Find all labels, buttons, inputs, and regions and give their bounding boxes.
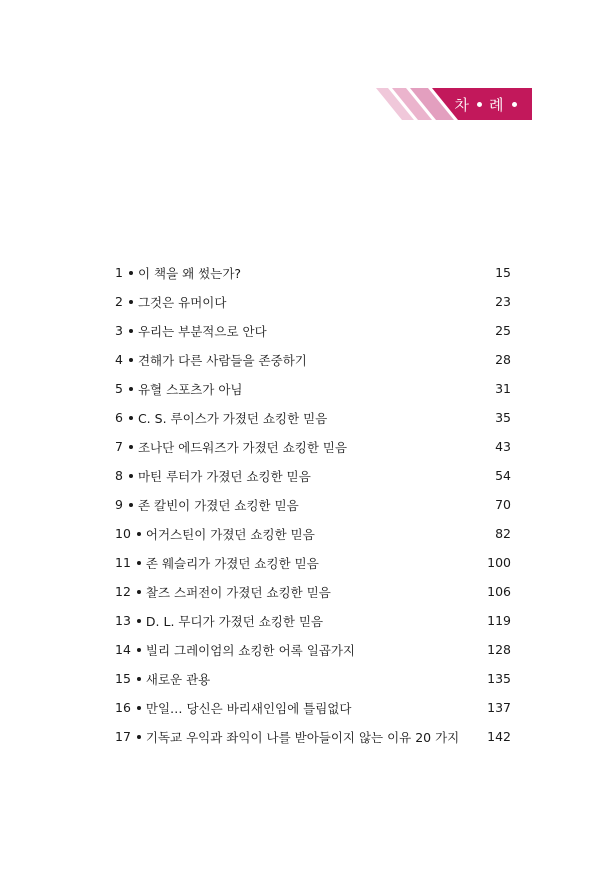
chapter-number: 15 (115, 671, 131, 686)
bullet-separator (129, 416, 133, 420)
bullet-separator (129, 387, 133, 391)
toc-entry-label (115, 554, 319, 572)
toc-entry-label (115, 699, 351, 717)
toc-entry[interactable] (115, 316, 511, 345)
toc-entry[interactable] (115, 258, 511, 287)
bullet-separator (137, 706, 141, 710)
page-number: 119 (487, 613, 511, 628)
toc-entry[interactable] (115, 693, 511, 722)
toc-entry-label (115, 438, 347, 456)
toc-entry[interactable] (115, 606, 511, 635)
chapter-number: 14 (115, 642, 131, 657)
bullet-separator (137, 532, 141, 536)
toc-entry-label (115, 525, 315, 543)
bullet-separator (129, 329, 133, 333)
bullet-separator (129, 474, 133, 478)
toc-entry[interactable] (115, 635, 511, 664)
toc-entry-label (115, 641, 355, 659)
bullet-separator (129, 503, 133, 507)
toc-entry[interactable] (115, 490, 511, 519)
toc-entry[interactable] (115, 577, 511, 606)
toc-entry[interactable] (115, 461, 511, 490)
chapter-title: 이 책을 왜 썼는가? (137, 265, 242, 281)
chapter-number: 10 (115, 526, 131, 541)
chapter-title: 어거스틴이 가졌던 쇼킹한 믿음 (145, 526, 315, 542)
toc-entry[interactable] (115, 403, 511, 432)
toc-entry[interactable] (115, 548, 511, 577)
toc-entry-label (115, 467, 311, 485)
page-number: 31 (495, 381, 511, 396)
toc-entry-label (115, 351, 307, 369)
contents-title (446, 88, 532, 120)
chapter-title: 유혈 스포츠가 아님 (137, 381, 243, 397)
chapter-number: 1 (115, 265, 123, 280)
chapter-number: 12 (115, 584, 131, 599)
toc-entry-label (115, 293, 226, 311)
chapter-title: 존 웨슬리가 가졌던 쇼킹한 믿음 (145, 555, 319, 571)
chapter-title: 새로운 관용 (145, 671, 211, 687)
toc-entry[interactable] (115, 345, 511, 374)
bullet-separator (129, 358, 133, 362)
chapter-number: 4 (115, 352, 123, 367)
chapter-number: 2 (115, 294, 123, 309)
toc-entry[interactable] (115, 287, 511, 316)
toc-entry[interactable] (115, 432, 511, 461)
toc-entry-label (115, 728, 459, 746)
page-number: 135 (487, 671, 511, 686)
bullet-separator (137, 677, 141, 681)
toc-entry[interactable] (115, 722, 511, 751)
page-number: 15 (495, 265, 511, 280)
chapter-number: 6 (115, 410, 123, 425)
chapter-number: 9 (115, 497, 123, 512)
chapter-title: 견해가 다른 사람들을 존중하기 (137, 352, 307, 368)
chapter-title: 조나단 에드워즈가 가졌던 쇼킹한 믿음 (137, 439, 348, 455)
page-number: 25 (495, 323, 511, 338)
toc-entry-label (115, 409, 327, 427)
page-number: 35 (495, 410, 511, 425)
page-number: 106 (487, 584, 511, 599)
title-dot-2 (512, 102, 517, 107)
chapter-title: 우리는 부분적으로 안다 (137, 323, 267, 339)
toc-entry-label (115, 322, 267, 340)
bullet-separator (137, 590, 141, 594)
table-of-contents (115, 258, 511, 751)
page-number: 137 (487, 700, 511, 715)
chapter-title: 그것은 유머이다 (137, 294, 227, 310)
chapter-number: 3 (115, 323, 123, 338)
page-number: 28 (495, 352, 511, 367)
toc-entry[interactable] (115, 664, 511, 693)
page-number: 128 (487, 642, 511, 657)
chapter-title: 찰즈 스퍼전이 가졌던 쇼킹한 믿음 (145, 584, 331, 600)
chapter-number: 17 (115, 729, 131, 744)
chapter-title: C. S. 루이스가 가졌던 쇼킹한 믿음 (137, 410, 328, 426)
chapter-title: 존 칼빈이 가졌던 쇼킹한 믿음 (137, 497, 299, 513)
chapter-number: 11 (115, 555, 131, 570)
bullet-separator (129, 300, 133, 304)
page-number: 43 (495, 439, 511, 454)
chapter-number: 5 (115, 381, 123, 396)
chapter-number: 13 (115, 613, 131, 628)
page-number: 82 (495, 526, 511, 541)
toc-entry-label (115, 612, 323, 630)
toc-entry-label (115, 583, 331, 601)
toc-entry-label (115, 380, 243, 398)
page-number: 54 (495, 468, 511, 483)
page-number: 142 (487, 729, 511, 744)
bullet-separator (137, 735, 141, 739)
chapter-title: 빌리 그레이엄의 쇼킹한 어록 일곱가지 (145, 642, 356, 658)
chapter-number: 16 (115, 700, 131, 715)
page-number: 100 (487, 555, 511, 570)
toc-entry[interactable] (115, 519, 511, 548)
bullet-separator (137, 619, 141, 623)
toc-entry-label (115, 496, 299, 514)
chapter-title: 기독교 우익과 좌익이 나를 받아들이지 않는 이유 20 가지 (145, 729, 460, 745)
contents-banner (376, 88, 532, 120)
chapter-number: 8 (115, 468, 123, 483)
chapter-title: D. L. 무디가 가졌던 쇼킹한 믿음 (145, 613, 324, 629)
bullet-separator (129, 271, 133, 275)
page-number: 70 (495, 497, 511, 512)
title-char-1: 차 (454, 95, 470, 114)
title-dot-1 (477, 102, 482, 107)
bullet-separator (137, 648, 141, 652)
chapter-title: 마틴 루터가 가졌던 쇼킹한 믿음 (137, 468, 311, 484)
toc-entry[interactable] (115, 374, 511, 403)
page-number: 23 (495, 294, 511, 309)
bullet-separator (137, 561, 141, 565)
toc-entry-label (115, 670, 210, 688)
toc-entry-label (115, 264, 241, 282)
chapter-title: 만일… 당신은 바리새인임에 틀림없다 (145, 700, 352, 716)
title-char-2: 례 (489, 95, 505, 114)
chapter-number: 7 (115, 439, 123, 454)
bullet-separator (129, 445, 133, 449)
